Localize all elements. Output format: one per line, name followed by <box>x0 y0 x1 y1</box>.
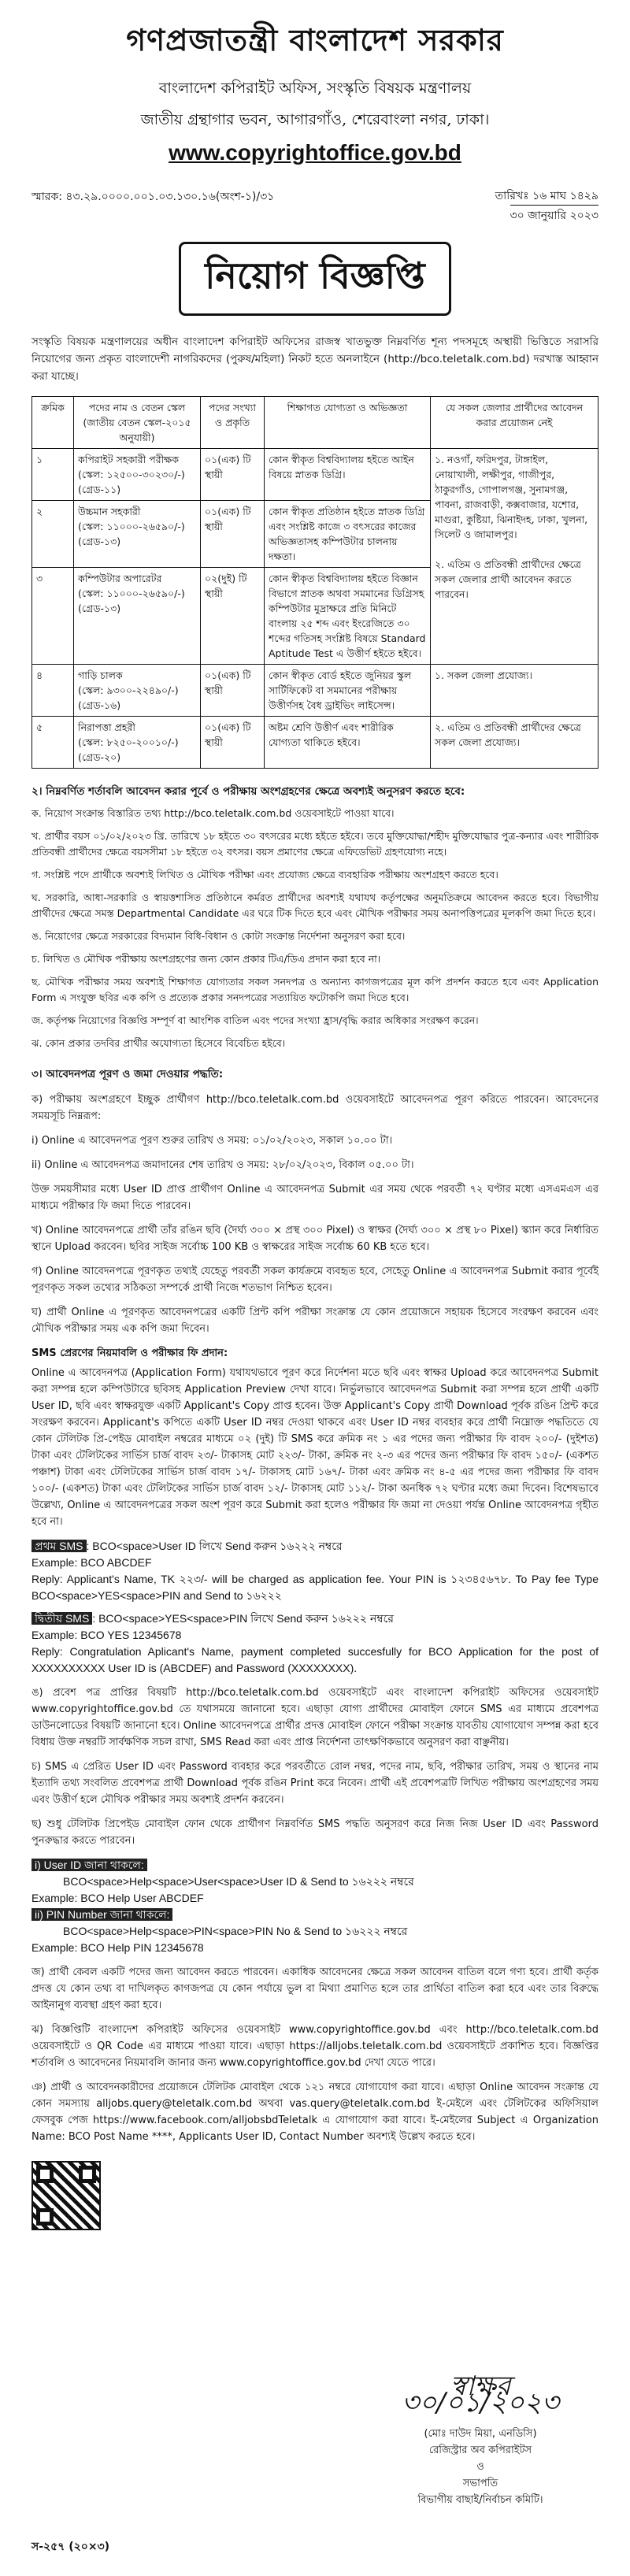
header-districts: যে সকল জেলার প্রার্থীদের আবেদন করার প্রয়োজন নেই <box>431 397 598 449</box>
notice-title: নিয়োগ বিজ্ঞপ্তি <box>179 242 451 316</box>
userid-note: উক্ত সময়সীমার মধ্যে User ID প্রাপ্ত প্রার্থীগণ Online এ আবেদনপত্র Submit এর সময় থেকে পরবর্তী ৭২ ঘণ্টার মধ্যে এসএমএস এর মাধ্যমে পরীক্ষার ফি জমা দিতে পারবেন। <box>32 1184 598 1212</box>
website-link[interactable]: www.copyrightoffice.gov.bd <box>169 140 461 165</box>
cell-post <box>74 717 201 769</box>
cell-count: ০১(এক) টি স্থায়ী <box>201 717 265 769</box>
lost-credentials: ছ) শুধু টেলিটক প্রিপেইড মোবাইল ফোন থেকে প্রার্থীগণ নিম্নবর্ণিত SMS পদ্ধতি অনুসরণ করে নিজ নিজ User ID এবং Password পুনরুদ্ধার করতে পারবেন। <box>32 1818 598 1847</box>
cell-post <box>74 568 201 665</box>
header-qualification: শিক্ষাগত যোগ্যতা ও অভিজ্ঞতা <box>265 397 431 449</box>
signatory-name: (মোঃ দাউদ মিয়া, এনডিসি) <box>424 2428 537 2440</box>
memo-date <box>495 187 598 224</box>
sms1-example: Example: BCO ABCDEF <box>32 1556 152 1569</box>
header-count: পদের সংখ্যা ও প্রকৃতি <box>201 397 265 449</box>
pay-scale: (স্কেল: ৯৩০০-২২৪৯০/-) <box>78 684 179 696</box>
cell-districts-4: ১. সকল জেলা প্রযোজ্য। <box>431 665 598 717</box>
government-title: গণপ্রজাতন্ত্রী বাংলাদেশ সরকার <box>126 22 504 57</box>
pay-scale: (স্কেল: ৮২৫০-২০০১০/-) <box>78 736 179 748</box>
grade: (গ্রেড-১৩) <box>78 536 121 547</box>
sms2-reply: Reply: Congratulation Aplicant's Name, payment completed succesfully for BCO Application for the post of XXXXXXXXXX User ID is (ABCDEF) and Password (XXXXXXXX). <box>32 1645 598 1674</box>
condition-item: গ. সংশ্লিষ্ট পদে প্রার্থীকে অবশ্যই লিখিত ও মৌখিক পরীক্ষা এবং প্রযোজ্য ক্ষেত্রে ব্যবহারিক পরীক্ষায় অংশগ্রহণ করতে হবে। <box>32 869 498 880</box>
conditions-list <box>32 806 598 1051</box>
table-row <box>32 717 598 769</box>
cell-serial: ৩ <box>32 568 74 665</box>
signatory-role: সভাপতি <box>462 2478 498 2489</box>
cell-count: ০২(দুই) টি স্থায়ী <box>201 568 265 665</box>
condition-item: ঘ. সরকারি, আধা-সরকারি ও স্বায়ত্তশাসিত প্রতিষ্ঠানে কর্মরত প্রার্থীদের অবশ্যই যথাযথ কর্তৃপক্ষের অনুমতিক্রমে আবেদন করতে হবে। বিভাগীয় প্রার্থীদের ক্ষেত্রে সমস্ত Departmental Candidate এর ঘরে টিক দিতে হবে এবং মৌখিক পরীক্ষার সময় অনাপত্তিপত্রের মূলকপি জমা দিতে হবে। <box>32 891 598 919</box>
admit-card-info: ঙ) প্রবেশ পত্র প্রাপ্তির বিষয়টি http://bco.teletalk.com.bd ওয়েবসাইটে এবং বাংলাদেশ কপিরাইট অফিসের ওয়েবসাইট www.copyrightoffice.gov.bd তে যথাসময়ে জানানো হবে। এছাড়া যোগ্য প্রার্থীদের মোবাইল ফোনে SMS এর মাধ্যমে প্রবেশপত্র ডাউনলোডের বিষয়টি জানানো হবে। Online আবেদনপত্রে প্রার্থীর প্রদত্ত মোবাইল ফোনে পরীক্ষা সংক্রান্ত যাবতীয় যোগাযোগ সম্পন্ন করা হবে বিধায় উক্ত নম্বরটি সার্বক্ষণিক সচল রাখা, SMS Read করা এবং প্রাপ্ত নির্দেশনা তাৎক্ষণিকভাবে অনুসরণ করা বাঞ্ছনীয়। <box>32 1687 598 1748</box>
grade: (গ্রেড-২০) <box>78 751 121 763</box>
links-info: ঝ) বিজ্ঞপ্তিটি বাংলাদেশ কপিরাইট অফিসের ওয়েবসাইট www.copyrightoffice.gov.bd এবং http://bco.teletalk.com.bd ওয়েবসাইটে ও QR Code এর মাধ্যমে পাওয়া যাবে। এছাড়া https://alljobs.teletalk.com.bd ওয়েবসাইটে প্রকাশিত হবে। বিজ্ঞপ্তির শর্তাবলি ও আবেদনের নিয়মাবলি জানার জন্য www.copyrightoffice.gov.bd দেখা যেতে পারে। <box>32 2024 598 2069</box>
signature-scrawl: স্বাক্ষর ৩০/০১/২০২৩ <box>402 2370 559 2418</box>
cell-districts-1-3 <box>431 449 598 665</box>
pay-scale: (স্কেল: ১১০০০-২৬৫৯০/-) <box>78 587 185 599</box>
cell-qualification: কোন স্বীকৃত প্রতিষ্ঠান হইতে স্নাতক ডিগ্রি এবং সংশ্লিষ্ট কাজে ৩ বৎসরের কাজের অভিজ্ঞতাসহ কম্পিউটার চালনায় দক্ষতা। <box>265 501 431 568</box>
sms2-example: Example: BCO YES 12345678 <box>32 1629 182 1641</box>
grade: (গ্রেড-১৩) <box>78 602 121 614</box>
lost2-tag: ii) PIN Number জানা থাকলে: <box>32 1908 172 1921</box>
copy-instruction: ঘ) প্রার্থী Online এ পূরণকৃত আবেদনপত্রের একটি প্রিন্ট কপি পরীক্ষা সংক্রান্ত যে কোন প্রয়োজনে সহায়ক হিসেবে সংরক্ষণ করবেন এবং মৌখিক পরীক্ষার সময় এক কপি জমা দিবেন। <box>32 1307 598 1335</box>
cell-post <box>74 501 201 568</box>
table-row <box>32 449 598 501</box>
cell-post <box>74 665 201 717</box>
cell-districts-5: ২. এতিম ও প্রতিবন্ধী প্রার্থীদের ক্ষেত্রে সকল জেলা প্রযোজ্য। <box>431 717 598 769</box>
intro-paragraph: সংস্কৃতি বিষয়ক মন্ত্রণালয়ের অধীন বাংলাদেশ কপিরাইট অফিসের রাজস্ব খাতভুক্ত নিম্নবর্ণিত শূন্য পদসমূহে অস্থায়ী ভিত্তিতে সরাসরি নিয়োগের জন্য প্রকৃত বাংলাদেশী নাগরিকদের (পুরুষ/মহিলা) নিকট হতে অনলাইনে (http://bco.teletalk.com.bd) দরখাস্ত আহ্বান করা যাচ্ছে। <box>32 335 598 383</box>
condition-item: জ. কর্তৃপক্ষ নিয়োগের বিজ্ঞপ্তি সম্পূর্ণ বা আংশিক বাতিল এবং পদের সংখ্যা হ্রাস/বৃদ্ধি করার অধিকার সংরক্ষণ করেন। <box>32 1014 479 1026</box>
signatory-and: ও <box>476 2461 484 2473</box>
qr-code-icon[interactable] <box>32 2161 101 2230</box>
signature-block <box>378 2370 583 2508</box>
cell-serial: ২ <box>32 501 74 568</box>
one-post-rule: জ) প্রার্থী কেবল একটি পদের জন্য আবেদন করতে পারবেন। একাধিক আবেদনের ক্ষেত্রে সকল আবেদন বাতিল বলে গণ্য হবে। প্রার্থী কর্তৃক প্রদত্ত যে কোন তথ্য বা দাখিলকৃত কাগজপত্র যে কোন পর্যায়ে ভুল বা মিথ্যা প্রমাণিত হলে তার প্রার্থিতা বাতিল করা হবে এবং তার বিরুদ্ধে আইনানুগ ব্যবস্থা গ্রহণ করা হবে। <box>32 1966 598 2011</box>
post-name: কম্পিউটার অপারেটর <box>78 573 162 584</box>
cell-qualification: কোন স্বীকৃত বিশ্ববিদ্যালয় হইতে আইন বিষয়ে স্নাতক ডিগ্রি। <box>265 449 431 501</box>
date-label: তারিখঃ <box>495 190 529 202</box>
cell-serial: ৫ <box>32 717 74 769</box>
cell-count: ০১(এক) টি স্থায়ী <box>201 449 265 501</box>
cell-count: ০১(এক) টি স্থায়ী <box>201 665 265 717</box>
photo-instruction: খ) Online আবেদনপত্রে প্রার্থী তাঁর রঙিন ছবি (দৈর্ঘ্য ৩০০ × প্রস্থ ৩০০ Pixel) ও স্বাক্ষর (দৈর্ঘ্য ৩০০ × প্রস্থ ৮০ Pixel) স্ক্যান করে নির্ধারিত স্থানে Upload করবেন। ছবির সাইজ সর্বোচ্চ 100 KB ও স্বাক্ষরের সাইজ সর্বোচ্চ 60 KB হতে হবে। <box>32 1225 598 1253</box>
posts-table <box>32 396 598 769</box>
post-name: নিরাপত্তা প্রহরী <box>78 721 135 733</box>
post-name: উচ্চমান সহকারী <box>78 506 141 517</box>
sms-block-1 <box>32 1538 598 1604</box>
lost2-format: BCO<space>Help<space>PIN<space>PIN No & Send to ১৬২২২ নম্বরে <box>63 1925 408 1937</box>
grade: (গ্রেড-১৬) <box>78 699 121 711</box>
office-name: বাংলাদেশ কপিরাইট অফিস, সংস্কৃতি বিষয়ক মন্ত্রণালয় <box>158 80 472 97</box>
helpline-info: ঞ) প্রার্থী ও আবেদনকারীদের প্রয়োজনে টেলিটক মোবাইল থেকে ১২১ নম্বরে যোগাযোগ করা যাবে। এছাড়া Online আবেদন সংক্রান্ত যে কোন সমস্যায় alljobs.query@teletalk.com.bd অথবা vas.query@teletalk.com.bd ই-মেইলে এবং টেলিটকের অফিসিয়াল ফেসবুক পেজ https://www.facebook.com/alljobsbdTeletalk এ যোগাযোগ করা যাবে। ই-মেইলের Subject এ Organization Name: BCO Post Name ****, Applicants User ID, Contact Number অবশ্যই উল্লেখ করতে হবে। <box>32 2081 598 2143</box>
admit-card-download: চ) SMS এ প্রেরিত User ID এবং Password ব্যবহার করে পরবর্তীতে রোল নম্বর, পদের নাম, ছবি, পরীক্ষার তারিখ, সময় ও স্থানের নাম ইত্যাদি তথ্য সংবলিত প্রবেশপত্র প্রার্থী Download পূর্বক রঙিন Print করে নিবেন। প্রার্থী এই প্রবেশপত্রটি লিখিত পরীক্ষায় অংশগ্রহণের সময় এবং উত্তীর্ণ হলে মৌখিক পরীক্ষার সময় অবশ্যই প্রদর্শন করবেন। <box>32 1761 598 1806</box>
sms1-format: : BCO<space>User ID লিখে Send করুন ১৬২২২ নম্বরে <box>86 1540 343 1552</box>
condition-item: খ. প্রার্থীর বয়স ০১/০২/২০২৩ খ্রি. তারিখে ১৮ হইতে ৩০ বৎসরের মধ্যে হইতে হইবে। তবে মুক্তিযোদ্ধা/শহীদ মুক্তিযোদ্ধার পুত্র-কন্যার এবং শারীরিক প্রতিবন্ধী প্রার্থীদের ক্ষেত্রে বয়সসীমা ১৮ হইতে ৩২ বৎসর। বয়স প্রমাণের ক্ষেত্রে এফিডেভিট গ্রহণযোগ্য নহে। <box>32 830 598 858</box>
pay-scale: (স্কেল: ১১০০০-২৬৫৯০/-) <box>78 521 185 532</box>
sms2-format: : BCO<space>YES<space>PIN লিখে Send করুন ১৬২২২ নম্বরে <box>92 1612 394 1625</box>
conditions-heading: ২। নিম্নবর্ণিত শর্তাবলি আবেদন করার পূর্বে ও পরীক্ষায় অংশগ্রহণের ক্ষেত্রে অবশ্যই অনুসরণ করতে হবে: <box>32 785 465 798</box>
header-serial: ক্রমিক <box>32 397 74 449</box>
cell-post <box>74 449 201 501</box>
sms2-tag: দ্বিতীয় SMS <box>32 1612 92 1625</box>
table-header-row <box>32 397 598 449</box>
orphan-disabled-note: ২. এতিম ও প্রতিবন্ধী প্রার্থীদের ক্ষেত্রে সকল জেলার প্রার্থী আবেদন করতে পারবেন। <box>435 558 581 600</box>
condition-item: চ. লিখিত ও মৌখিক পরীক্ষায় অংশগ্রহণের জন্য কোন প্রকার টিএ/ডিএ প্রদান করা হবে না। <box>32 953 381 965</box>
condition-item: ছ. মৌখিক পরীক্ষার সময় অবশ্যই শিক্ষাগত যোগ্যতার সকল সনদপত্র ও অন্যান্য কাগজপত্রের মূল কপি প্রদর্শন করতে হবে এবং Application Form এ সংযুক্ত ছবির এক কপি ও প্রত্যেক প্রকার সনদপত্রের সত্যায়িত ফটোকপি জমা দিতে হবে। <box>32 976 598 1003</box>
memo-row <box>32 187 598 224</box>
lost-credentials-sms <box>32 1857 598 1956</box>
lost1-example: Example: BCO Help User ABCDEF <box>32 1892 204 1904</box>
post-name: কপিরাইট সহকারী পরীক্ষক <box>78 454 180 465</box>
condition-item: ঙ. নিয়োগের ক্ষেত্রে সরকারের বিদ্যমান বিধি-বিধান ও কোটা সংক্রান্ত নির্দেশনা অনুসরণ করা হবে। <box>32 930 406 942</box>
cell-count: ০১(এক) টি স্থায়ী <box>201 501 265 568</box>
post-name: গাড়ি চালক <box>78 669 123 681</box>
apply-intro: ক) পরীক্ষায় অংশগ্রহণে ইচ্ছুক প্রার্থীগণ http://bco.teletalk.com.bd ওয়েবসাইটে আবেদনপত্র পূরণ করিতে পারবেন। আবেদনের সময়সূচি নিম্নরূপ: <box>32 1094 598 1122</box>
sms1-tag: প্রথম SMS <box>32 1540 87 1552</box>
condition-item: ঝ. কোন প্রকার তদবির প্রার্থীর অযোগ্যতা হিসেবে বিবেচিত হইবে। <box>32 1037 286 1049</box>
sms-heading: SMS প্রেরণের নিয়মাবলি ও পরীক্ষার ফি প্রদান: <box>32 1347 228 1359</box>
header-post: পদের নাম ও বেতন স্কেল (জাতীয় বেতন স্কেল-২০১৫ অনুযায়ী) <box>74 397 201 449</box>
cell-qualification: কোন স্বীকৃত বোর্ড হইতে জুনিয়র স্কুল সার্টিফিকেট বা সমমানের পরীক্ষায় উত্তীর্ণসহ বৈধ ড্রাইভিং লাইসেন্স। <box>265 665 431 717</box>
apply-heading: ৩। আবেদনপত্র পূরণ ও জমা দেওয়ার পদ্ধতি: <box>32 1068 224 1080</box>
lost2-example: Example: BCO Help PIN 12345678 <box>32 1941 204 1954</box>
condition-item: ক. নিয়োগ সংক্রান্ত বিস্তারিত তথ্য http://bco.teletalk.com.bd ওয়েবসাইটে পাওয়া যাবে। <box>32 807 395 819</box>
lost1-format: BCO<space>Help<space>User<space>User ID & Send to ১৬২২২ নম্বরে <box>63 1875 414 1888</box>
apply-start: i) Online এ আবেদনপত্র পূরণ শুরুর তারিখ ও সময়: ০১/০২/২০২৩, সকাল ১০.০০ টা। <box>32 1135 393 1147</box>
signatory-title: রেজিস্ট্রার অব কপিরাইটস <box>428 2444 532 2456</box>
excluded-districts: ১. নওগাঁ, ফরিদপুর, টাঙ্গাইল, নোয়াখালী, লক্ষীপুর, গাজীপুর, ঠাকুরগাঁও, গোপালগঞ্জ, সুনামগঞ্জ, পাবনা, রাজবাড়ী, কক্সবাজার, যশোর, মাগুরা, কুষ্টিয়া, ঝিনাইদহ, ঢাকা, খুলনা, সিলেট ও জামালপুর। <box>435 454 588 540</box>
grade: (গ্রেড-১১) <box>78 484 121 495</box>
committee-name: বিভাগীয় বাছাই/নির্বাচন কমিটি। <box>417 2494 543 2506</box>
cell-qualification: কোন স্বীকৃত বিশ্ববিদ্যালয় হইতে বিজ্ঞান বিভাগে স্নাতক অথবা সমমানের ডিগ্রিসহ কম্পিউটার মুদ্রাক্ষরে প্রতি মিনিটে বাংলায় ২৫ শব্দ এবং ইংরেজিতে ৩০ শব্দের গতিসহ সংশ্লিষ্ট বিষয়ে Standard Aptitude Test এ উত্তীর্ণ হইতে হইবে। <box>265 568 431 665</box>
sms-text: Online এ আবেদনপত্র (Application Form) যথাযথভাবে পূরণ করে নির্দেশনা মতে ছবি এবং স্বাক্ষর Upload করে আবেদনপত্র Submit করা সম্পন্ন হলে কম্পিউটারে ছবিসহ Application Preview দেখা যাবে। নির্ভুলভাবে আবেদনপত্র Submit করা সম্পন্ন হলে প্রার্থী একটি User ID, ছবি এবং স্বাক্ষরযুক্ত একটি Applicant's Copy প্রাপ্ত হবেন। উক্ত Applicant's Copy প্রার্থী Download পূর্বক রঙিন প্রিন্ট করে সংরক্ষণ করবেন। Applicant's কপিতে একটি User ID নম্বর দেওয়া থাকবে এবং User ID নম্বর ব্যবহার করে প্রার্থী নিম্নোক্ত পদ্ধতিতে যে কোন টেলিটক প্রি-পেইড মোবাইল নম্বরের মাধ্যমে ০২ (দুই) টি SMS করে ক্রমিক নং ১ এর পদের জন্য পরীক্ষার ফি বাবদ ২০০/- (দুইশত) টাকা এবং টেলিটকের সার্ভিস চার্জ বাবদ ২৩/- টাকাসহ মোট ২২৩/- টাকা, ক্রমিক নং ২-৩ এর পদের জন্য পরীক্ষার ফি বাবদ ১৫০/- (একশত পঞ্চাশ) টাকা এবং টেলিটকের সার্ভিস চার্জ বাবদ ১৭/- টাকাসহ মোট ১৬৭/- টাকা এবং ক্রমিক নং ৪-৫ এর পদের জন্য পরীক্ষার ফি বাবদ ১০০/- (একশত) টাকা এবং টেলিটকের সার্ভিস চার্জ বাবদ ১২/- টাকাসহ মোট ১১২/- টাকা অনধিক ৭২ ঘণ্টার মধ্যে জমা দিবেন। বিশেষভাবে উল্লেখ্য, Online এ আবেদনপত্রের সকল অংশ পূরণ করে Submit করা হলেও পরীক্ষার ফি জমা না দেওয়া পর্যন্ত Online আবেদনপত্র গৃহীত হবে না। <box>32 1367 598 1528</box>
cell-serial: ১ <box>32 449 74 501</box>
pay-scale: (স্কেল: ১২৫০০-৩০২৩০/-) <box>78 469 185 480</box>
cell-qualification: অষ্টম শ্রেণি উত্তীর্ণ এবং শারীরিক যোগ্যতা থাকিতে হইবে। <box>265 717 431 769</box>
office-address: জাতীয় গ্রন্থাগার ভবন, আগারগাঁও, শেরেবাংলা নগর, ঢাকা। <box>140 111 490 128</box>
sms-block-2 <box>32 1610 598 1677</box>
sms1-reply: Reply: Applicant's Name, TK ২২৩/- will be charged as application fee. Your PIN is ১২৩৪৫৬৭৮. To Pay fee Type BCO<space>YES<space>PIN and Send to ১৬২২২ <box>32 1573 598 1602</box>
table-row <box>32 665 598 717</box>
memo-ref: স্মারক: ৪৩.২৯.০০০০.০০১.০৩.১৩০.১৬(অংশ-১)/৩১ <box>32 191 275 203</box>
date-bengali: ১৬ মাঘ ১৪২৯ <box>532 190 598 202</box>
date-english: ৩০ জানুয়ারি ২০২৩ <box>510 205 598 224</box>
apply-section <box>32 1092 598 2145</box>
lost1-tag: i) User ID জানা থাকলে: <box>32 1859 147 1871</box>
apply-end: ii) Online এ আবেদনপত্র জমাদানের শেষ তারিখ ও সময়: ২৮/০২/২০২৩, বিকাল ০৫.০০ টা। <box>32 1159 414 1171</box>
info-instruction: গ) Online আবেদনপত্রে পূরণকৃত তথ্যই যেহেতু পরবর্তী সকল কার্যক্রমে ব্যবহৃত হবে, সেহেতু Online এ আবেদনপত্র Submit করার পূর্বেই পূরণকৃত সকল তথ্যের সঠিকতা সম্পর্কে প্রার্থী নিজে শতভাগ নিশ্চিত হবেন। <box>32 1266 598 1294</box>
cell-serial: ৪ <box>32 665 74 717</box>
footer-code: স-২৫৭ (২০×৩) <box>32 2541 110 2553</box>
